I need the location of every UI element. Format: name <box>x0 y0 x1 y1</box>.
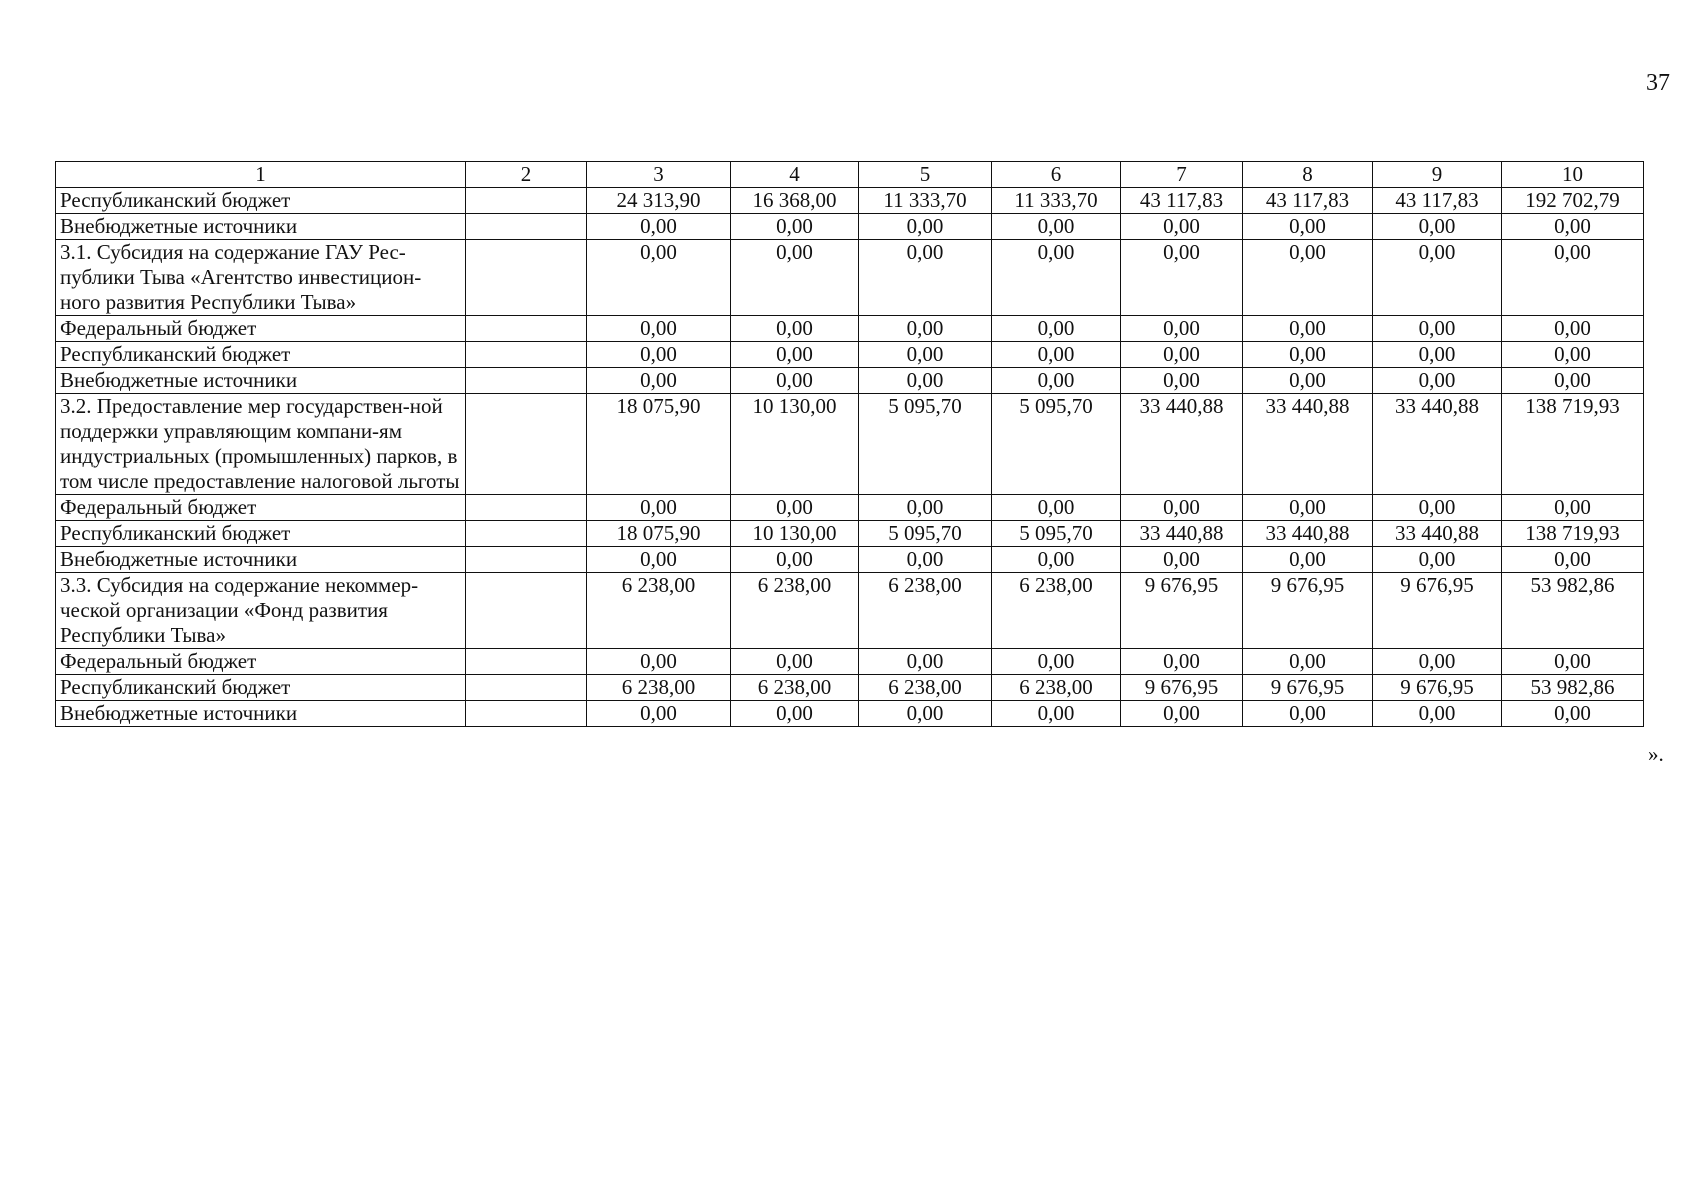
row-column-2 <box>466 188 587 214</box>
row-label: Республиканский бюджет <box>56 342 466 368</box>
row-value: 0,00 <box>992 495 1121 521</box>
row-value: 0,00 <box>1373 342 1502 368</box>
row-column-2 <box>466 394 587 495</box>
page-number: 37 <box>1646 70 1670 96</box>
row-value: 0,00 <box>731 547 859 573</box>
row-value: 6 238,00 <box>731 573 859 649</box>
row-value: 0,00 <box>1373 214 1502 240</box>
row-value: 0,00 <box>1243 701 1373 727</box>
row-label: 3.1. Субсидия на содержание ГАУ Рес-публики Тыва «Агентство инвестицион-ного развития Республики Тыва» <box>56 240 466 316</box>
row-value: 0,00 <box>1243 240 1373 316</box>
row-value: 9 676,95 <box>1121 573 1243 649</box>
row-value: 0,00 <box>1121 214 1243 240</box>
row-value: 0,00 <box>587 547 731 573</box>
row-value: 0,00 <box>859 495 992 521</box>
table-header-row <box>56 162 1644 188</box>
table-row <box>56 368 1644 394</box>
row-label: Федеральный бюджет <box>56 649 466 675</box>
row-value: 0,00 <box>859 342 992 368</box>
row-value: 0,00 <box>1121 701 1243 727</box>
row-value: 9 676,95 <box>1121 675 1243 701</box>
row-value: 43 117,83 <box>1373 188 1502 214</box>
row-column-2 <box>466 214 587 240</box>
row-value: 6 238,00 <box>587 573 731 649</box>
row-value: 0,00 <box>1121 342 1243 368</box>
row-value: 33 440,88 <box>1243 521 1373 547</box>
row-value: 24 313,90 <box>587 188 731 214</box>
row-value: 0,00 <box>731 214 859 240</box>
row-value: 9 676,95 <box>1373 675 1502 701</box>
row-column-2 <box>466 649 587 675</box>
row-value: 0,00 <box>1502 240 1644 316</box>
row-column-2 <box>466 495 587 521</box>
table-row <box>56 394 1644 495</box>
row-label: Федеральный бюджет <box>56 316 466 342</box>
row-value: 0,00 <box>731 368 859 394</box>
row-value: 0,00 <box>1502 495 1644 521</box>
row-value: 192 702,79 <box>1502 188 1644 214</box>
row-column-2 <box>466 521 587 547</box>
table-row <box>56 573 1644 649</box>
row-label: 3.2. Предоставление мер государствен-ной поддержки управляющим компани-ям индустриальных (промышленных) парков, в том числе предоставление налоговой льготы <box>56 394 466 495</box>
row-value: 0,00 <box>1502 649 1644 675</box>
row-value: 18 075,90 <box>587 521 731 547</box>
row-value: 0,00 <box>859 368 992 394</box>
table-row <box>56 316 1644 342</box>
row-value: 5 095,70 <box>859 521 992 547</box>
row-value: 0,00 <box>1373 316 1502 342</box>
row-value: 33 440,88 <box>1243 394 1373 495</box>
column-header: 5 <box>859 162 992 188</box>
row-value: 16 368,00 <box>731 188 859 214</box>
row-label: Внебюджетные источники <box>56 701 466 727</box>
row-value: 9 676,95 <box>1243 675 1373 701</box>
row-value: 0,00 <box>1243 547 1373 573</box>
row-value: 11 333,70 <box>859 188 992 214</box>
row-value: 6 238,00 <box>992 573 1121 649</box>
row-value: 0,00 <box>992 547 1121 573</box>
row-value: 9 676,95 <box>1373 573 1502 649</box>
row-value: 10 130,00 <box>731 521 859 547</box>
row-value: 6 238,00 <box>992 675 1121 701</box>
table-row <box>56 521 1644 547</box>
table-body <box>56 162 1644 727</box>
row-value: 0,00 <box>587 495 731 521</box>
row-label: Республиканский бюджет <box>56 675 466 701</box>
row-value: 0,00 <box>1502 368 1644 394</box>
row-value: 0,00 <box>1121 649 1243 675</box>
row-value: 0,00 <box>1373 701 1502 727</box>
row-value: 53 982,86 <box>1502 675 1644 701</box>
row-value: 0,00 <box>1502 547 1644 573</box>
row-value: 0,00 <box>731 342 859 368</box>
row-value: 9 676,95 <box>1243 573 1373 649</box>
row-value: 0,00 <box>1243 342 1373 368</box>
row-value: 6 238,00 <box>859 573 992 649</box>
row-value: 0,00 <box>992 214 1121 240</box>
row-column-2 <box>466 701 587 727</box>
row-value: 0,00 <box>1121 240 1243 316</box>
row-value: 0,00 <box>1121 495 1243 521</box>
row-value: 0,00 <box>1243 495 1373 521</box>
table-row <box>56 675 1644 701</box>
row-value: 0,00 <box>1243 649 1373 675</box>
row-value: 6 238,00 <box>587 675 731 701</box>
row-column-2 <box>466 675 587 701</box>
row-label: Федеральный бюджет <box>56 495 466 521</box>
row-label: Республиканский бюджет <box>56 521 466 547</box>
row-value: 0,00 <box>1121 368 1243 394</box>
row-value: 0,00 <box>1373 495 1502 521</box>
column-header: 8 <box>1243 162 1373 188</box>
row-value: 0,00 <box>587 214 731 240</box>
row-value: 0,00 <box>992 316 1121 342</box>
row-value: 0,00 <box>1502 316 1644 342</box>
row-value: 0,00 <box>1243 368 1373 394</box>
row-value: 0,00 <box>1502 701 1644 727</box>
row-value: 6 238,00 <box>731 675 859 701</box>
row-value: 0,00 <box>1121 316 1243 342</box>
table-row <box>56 240 1644 316</box>
row-value: 0,00 <box>1502 342 1644 368</box>
row-value: 0,00 <box>1243 214 1373 240</box>
row-value: 0,00 <box>859 649 992 675</box>
row-value: 0,00 <box>992 342 1121 368</box>
row-value: 0,00 <box>859 701 992 727</box>
row-value: 0,00 <box>587 316 731 342</box>
table-row <box>56 547 1644 573</box>
row-value: 0,00 <box>731 495 859 521</box>
column-header: 6 <box>992 162 1121 188</box>
table-row <box>56 188 1644 214</box>
row-label: Республиканский бюджет <box>56 188 466 214</box>
row-value: 0,00 <box>992 649 1121 675</box>
row-value: 18 075,90 <box>587 394 731 495</box>
row-value: 0,00 <box>859 214 992 240</box>
row-value: 5 095,70 <box>992 521 1121 547</box>
row-value: 0,00 <box>859 240 992 316</box>
row-value: 33 440,88 <box>1373 394 1502 495</box>
column-header: 1 <box>56 162 466 188</box>
row-value: 43 117,83 <box>1243 188 1373 214</box>
row-value: 0,00 <box>1373 368 1502 394</box>
row-value: 33 440,88 <box>1121 394 1243 495</box>
row-column-2 <box>466 573 587 649</box>
row-value: 0,00 <box>731 240 859 316</box>
row-value: 0,00 <box>587 240 731 316</box>
row-value: 0,00 <box>731 649 859 675</box>
row-value: 0,00 <box>992 240 1121 316</box>
row-value: 0,00 <box>1502 214 1644 240</box>
column-header: 7 <box>1121 162 1243 188</box>
row-label: Внебюджетные источники <box>56 214 466 240</box>
row-value: 0,00 <box>731 701 859 727</box>
row-value: 43 117,83 <box>1121 188 1243 214</box>
row-value: 0,00 <box>731 316 859 342</box>
row-column-2 <box>466 240 587 316</box>
row-value: 0,00 <box>587 649 731 675</box>
row-value: 53 982,86 <box>1502 573 1644 649</box>
row-value: 5 095,70 <box>992 394 1121 495</box>
row-value: 138 719,93 <box>1502 521 1644 547</box>
column-header: 10 <box>1502 162 1644 188</box>
row-column-2 <box>466 316 587 342</box>
row-value: 11 333,70 <box>992 188 1121 214</box>
row-value: 33 440,88 <box>1121 521 1243 547</box>
row-label: Внебюджетные источники <box>56 547 466 573</box>
column-header: 4 <box>731 162 859 188</box>
row-value: 0,00 <box>1121 547 1243 573</box>
row-value: 0,00 <box>1373 240 1502 316</box>
row-column-2 <box>466 342 587 368</box>
budget-table <box>55 161 1644 727</box>
row-value: 0,00 <box>992 701 1121 727</box>
column-header: 9 <box>1373 162 1502 188</box>
row-value: 0,00 <box>587 701 731 727</box>
row-value: 6 238,00 <box>859 675 992 701</box>
row-value: 33 440,88 <box>1373 521 1502 547</box>
row-value: 0,00 <box>859 316 992 342</box>
row-column-2 <box>466 547 587 573</box>
table-row <box>56 495 1644 521</box>
row-value: 5 095,70 <box>859 394 992 495</box>
row-value: 0,00 <box>1243 316 1373 342</box>
row-value: 10 130,00 <box>731 394 859 495</box>
table-row <box>56 701 1644 727</box>
row-label: Внебюджетные источники <box>56 368 466 394</box>
row-label: 3.3. Субсидия на содержание некоммер-ческой организации «Фонд развития Республики Тыва» <box>56 573 466 649</box>
table-row <box>56 214 1644 240</box>
table-row <box>56 649 1644 675</box>
row-value: 0,00 <box>587 342 731 368</box>
closing-quote-mark: ». <box>1648 742 1664 766</box>
row-value: 0,00 <box>1373 649 1502 675</box>
row-value: 0,00 <box>587 368 731 394</box>
column-header: 2 <box>466 162 587 188</box>
row-column-2 <box>466 368 587 394</box>
table-row <box>56 342 1644 368</box>
row-value: 0,00 <box>859 547 992 573</box>
row-value: 0,00 <box>1373 547 1502 573</box>
column-header: 3 <box>587 162 731 188</box>
row-value: 138 719,93 <box>1502 394 1644 495</box>
row-value: 0,00 <box>992 368 1121 394</box>
